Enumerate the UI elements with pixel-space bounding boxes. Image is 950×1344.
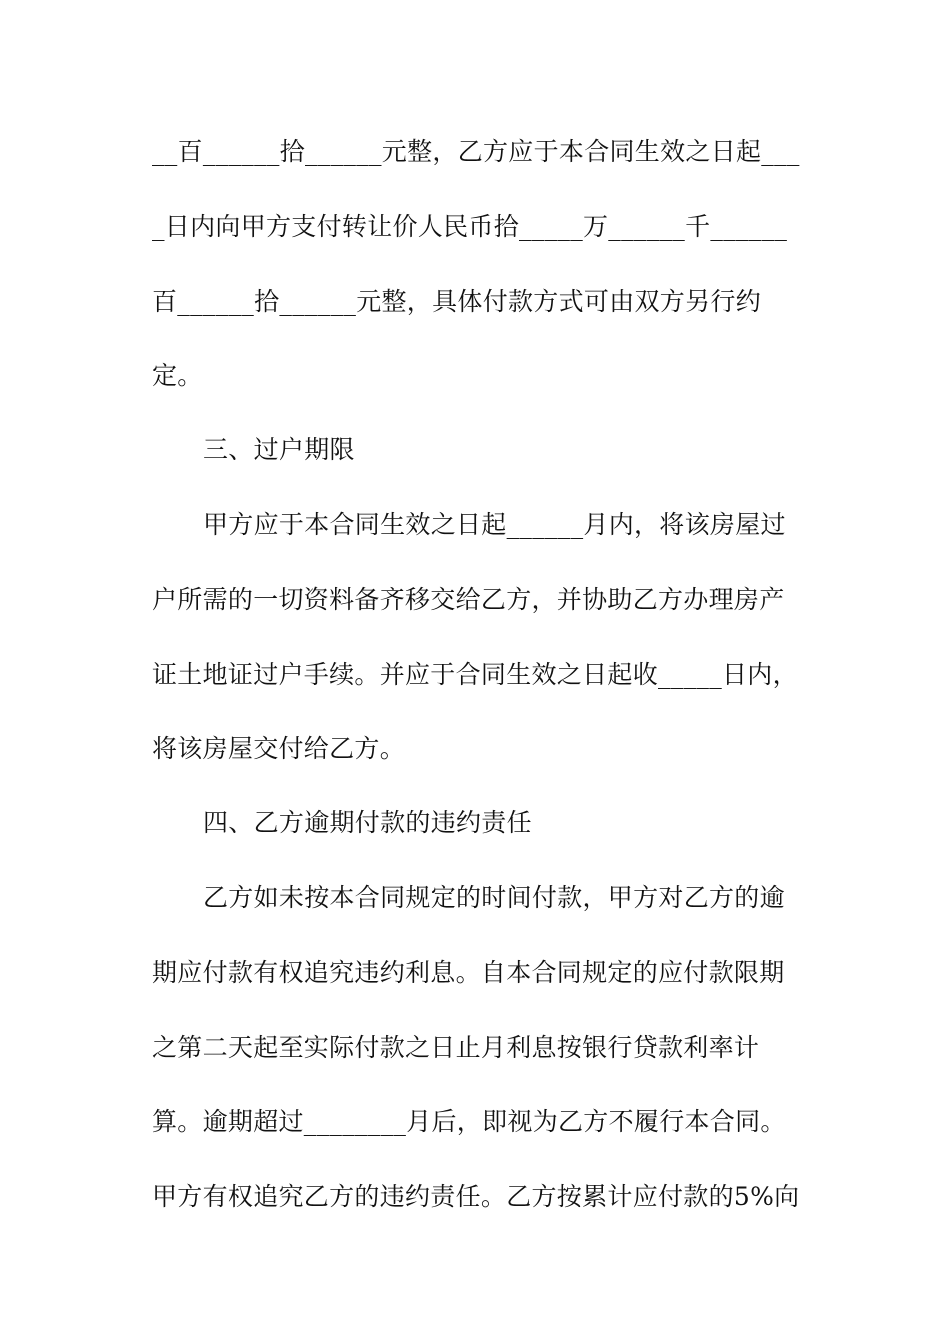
paragraph-line: 期应付款有权追究违约利息。自本合同规定的应付款限期 <box>152 958 785 987</box>
section-heading: 三、过户期限 <box>203 435 355 464</box>
paragraph-line: 定。 <box>152 361 203 390</box>
paragraph-line: 百______拾______元整，具体付款方式可由双方另行约 <box>152 287 762 316</box>
paragraph-line: 之第二天起至实际付款之日止月利息按银行贷款利率计 <box>152 1033 760 1062</box>
paragraph-line: 证土地证过户手续。并应于合同生效之日起收_____日内， <box>152 660 798 689</box>
paragraph-line: 乙方如未按本合同规定的时间付款，甲方对乙方的逾 <box>203 883 785 912</box>
paragraph-line: 甲方有权追究乙方的违约责任。乙方按累计应付款的5%向 <box>152 1182 800 1211</box>
paragraph-line: 甲方应于本合同生效之日起______月内，将该房屋过 <box>203 510 786 539</box>
paragraph-line: 户所需的一切资料备齐移交给乙方，并协助乙方办理房产 <box>152 585 785 614</box>
section-heading: 四、乙方逾期付款的违约责任 <box>203 808 532 837</box>
paragraph-line: 将该房屋交付给乙方。 <box>152 734 406 763</box>
paragraph-line: 算。逾期超过________月后，即视为乙方不履行本合同。 <box>152 1107 786 1136</box>
paragraph-line: _日内向甲方支付转让价人民币拾_____万______千______ <box>152 212 788 241</box>
paragraph-line: __百______拾______元整，乙方应于本合同生效之日起___ <box>152 137 800 166</box>
